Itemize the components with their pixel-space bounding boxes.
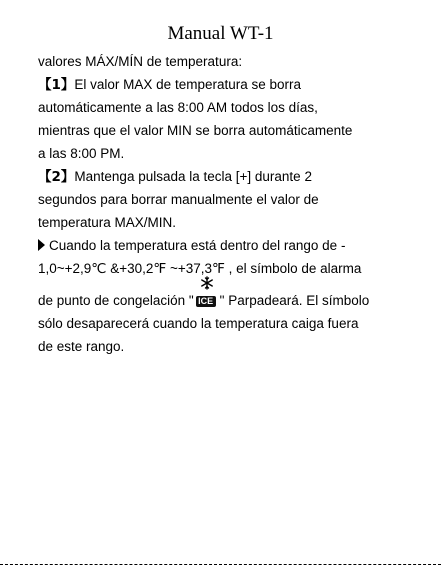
text-line: de punto de congelación ": [38, 293, 194, 308]
text-line: Mantenga pulsada la tecla [+] durante 2: [74, 169, 312, 184]
text-line: segundos para borrar manualmente el valor de: [38, 192, 319, 207]
bullet-item: [38, 234, 345, 257]
text-line: Cuando la temperatura está dentro del rango de -: [49, 238, 346, 253]
text-line: temperatura MAX/MIN.: [38, 215, 177, 230]
list-item-marker: 【2】: [38, 169, 75, 185]
snowflake-icon: [200, 276, 214, 290]
triangle-right-icon: [38, 239, 45, 251]
ice-label: ICE: [196, 296, 216, 307]
text-line: valores MÁX/MÍN de temperatura:: [38, 54, 243, 69]
text-line-with-icon: [38, 289, 369, 312]
text-line: automáticamente a las 8:00 AM todos los días,: [38, 100, 318, 115]
text-line: de este rango.: [38, 339, 125, 354]
text-line: mientras que el valor MIN se borra automáticamente: [38, 123, 353, 138]
text-line: " Parpadeará. El símbolo: [219, 293, 370, 308]
ice-snowflake-icon: [194, 293, 220, 307]
text-line: a las 8:00 PM.: [38, 146, 125, 161]
page-bottom-rule: [0, 564, 441, 565]
list-item-marker: 【1】: [38, 77, 75, 93]
text-line: sólo desaparecerá cuando la temperatura caiga fuera: [38, 316, 359, 331]
list-item-2: [38, 165, 312, 188]
page-title: Manual WT-1: [167, 23, 274, 44]
text-line: 1,0~+2,9℃ &+30,2℉ ~+37,3℉ , el símbolo de alarma: [38, 261, 362, 276]
list-item-1: [38, 73, 301, 96]
text-line: El valor MAX de temperatura se borra: [74, 77, 302, 92]
